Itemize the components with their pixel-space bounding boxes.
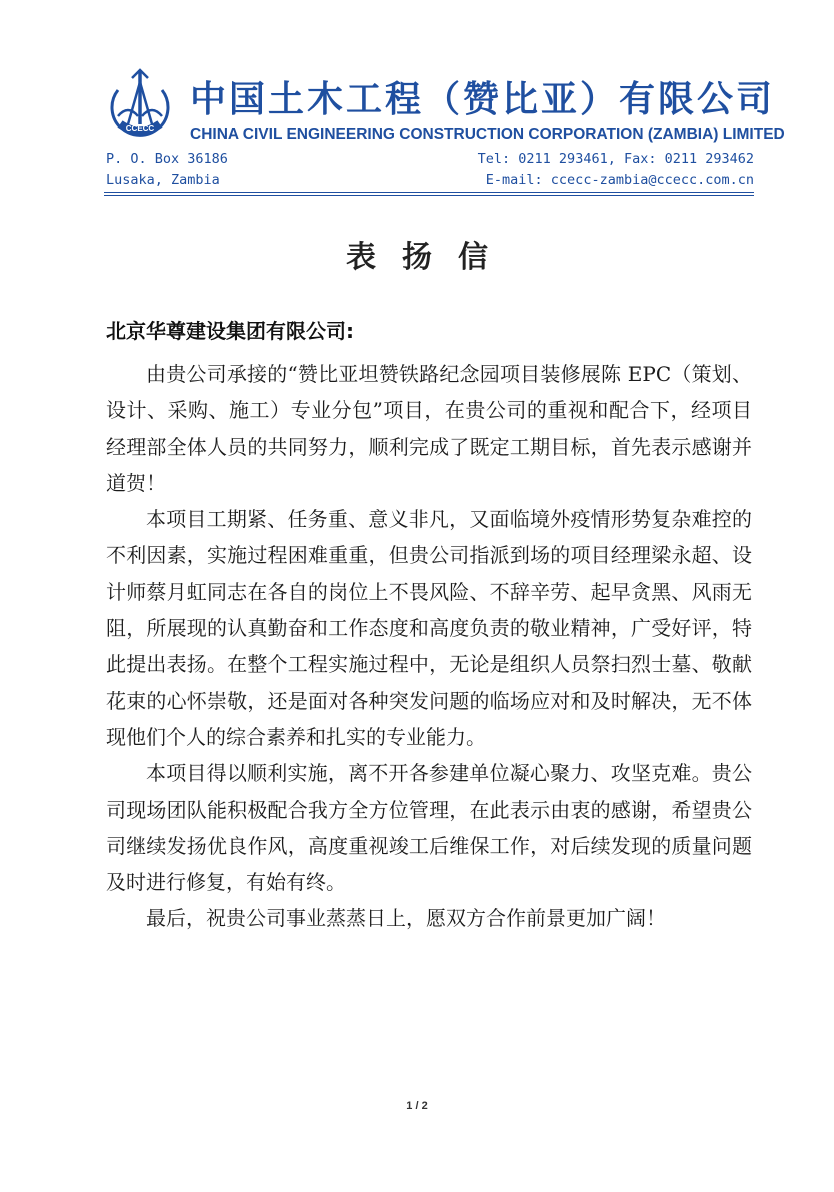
header-divider-top <box>104 192 754 193</box>
letter-body <box>106 356 752 937</box>
ccecc-logo-icon <box>104 64 176 140</box>
paragraph: 由贵公司承接的“赞比亚坦赞铁路纪念园项目装修展陈 EPC（策划、设计、采购、施工）专业分包”项目，在贵公司的重视和配合下，经项目经理部全体人员的共同努力，顺利完成了既定工期目标，首先表示感谢并道贺！ <box>106 362 752 495</box>
paragraph: 本项目工期紧、任务重、意义非凡，又面临境外疫情形势复杂难控的不利因素，实施过程困难重重，但贵公司指派到场的项目经理梁永超、设计师蔡月虹同志在各自的岗位上不畏风险、不辞辛劳、起早贪黑、风雨无阻，所展现的认真勤奋和工作态度和高度负责的敬业精神，广受好评，特此提出表扬。在整个工程实施过程中，无论是组织人员祭扫烈士墓、敬献花束的心怀崇敬，还是面对各种突发问题的临场应对和及时解决，无不体现他们个人的综合素养和扎实的专业能力。 <box>106 507 752 749</box>
logo-text: CCECC <box>125 124 155 133</box>
recipient: 北京华尊建设集团有限公司: <box>106 319 354 343</box>
company-name-english: CHINA CIVIL ENGINEERING CONSTRUCTION CORPORATION (ZAMBIA) LIMITED <box>190 126 785 143</box>
page-number: 1 / 2 <box>406 1100 428 1112</box>
paragraph: 最后，祝贵公司事业蒸蒸日上，愿双方合作前景更加广阔！ <box>146 906 666 931</box>
header-divider-bottom <box>104 195 754 196</box>
email: E-mail: ccecc-zambia@ccecc.com.cn <box>485 172 754 188</box>
paragraph: 本项目得以顺利实施，离不开各参建单位凝心聚力、攻坚克难。贵公司现场团队能积极配合我方全方位管理，在此表示由衷的感谢，希望贵公司继续发扬优良作风，高度重视竣工后维保工作，对后续发现的质量问题及时进行修复，有始有终。 <box>106 761 752 895</box>
po-box: P. O. Box 36186 <box>106 151 228 167</box>
city: Lusaka, Zambia <box>106 172 220 188</box>
company-name-chinese: 中国土木工程（赞比亚）有限公司 <box>190 79 776 120</box>
tel-fax: Tel: 0211 293461, Fax: 0211 293462 <box>477 151 754 167</box>
letter-title: 表扬信 <box>346 240 514 275</box>
